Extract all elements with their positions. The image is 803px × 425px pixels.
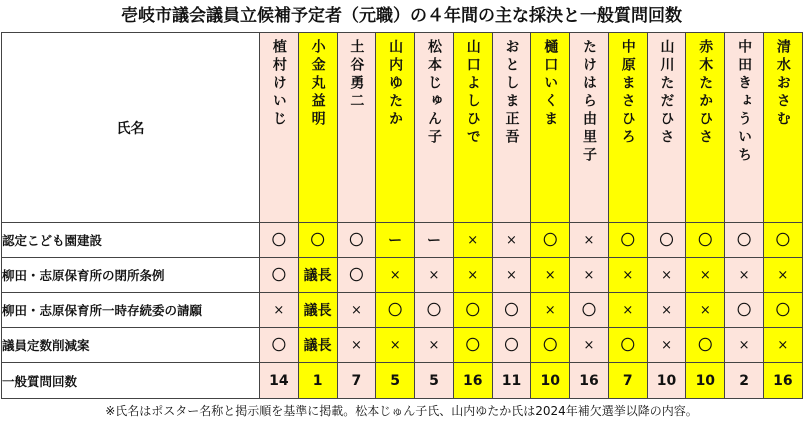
vote-cell: × bbox=[686, 293, 725, 328]
vote-cell: 〇 bbox=[725, 223, 764, 258]
vote-cell: 7 bbox=[337, 363, 376, 399]
candidate-name-header bbox=[763, 33, 802, 223]
table-row bbox=[2, 328, 803, 363]
vote-cell: 10 bbox=[686, 363, 725, 399]
candidate-name-header bbox=[531, 33, 570, 223]
candidate-name: 赤木たかひさ bbox=[697, 39, 714, 147]
candidate-name-header bbox=[686, 33, 725, 223]
candidate-name-header bbox=[298, 33, 337, 223]
candidate-name: 山内ゆたか bbox=[387, 39, 404, 129]
candidate-name: 中原まさひろ bbox=[619, 39, 636, 147]
vote-cell: 議長 bbox=[298, 258, 337, 293]
candidate-name-header bbox=[337, 33, 376, 223]
vote-cell: 〇 bbox=[570, 293, 609, 328]
name-header: 氏名 bbox=[2, 33, 260, 223]
candidate-name-header bbox=[608, 33, 647, 223]
candidate-name: 樋口いくま bbox=[542, 39, 559, 129]
header-row bbox=[2, 33, 803, 223]
vote-cell: × bbox=[570, 223, 609, 258]
row-label: 認定こども園建設 bbox=[2, 223, 260, 258]
vote-cell: × bbox=[337, 328, 376, 363]
vote-cell: 〇 bbox=[686, 223, 725, 258]
vote-cell: 10 bbox=[647, 363, 686, 399]
vote-cell: 2 bbox=[725, 363, 764, 399]
vote-cell: ー bbox=[415, 223, 454, 258]
vote-cell: 〇 bbox=[608, 328, 647, 363]
candidate-name-header bbox=[492, 33, 531, 223]
vote-cell: 〇 bbox=[298, 223, 337, 258]
vote-cell: 5 bbox=[415, 363, 454, 399]
vote-cell: 〇 bbox=[415, 293, 454, 328]
candidate-name: たけはら由里子 bbox=[581, 39, 597, 165]
vote-cell: × bbox=[570, 258, 609, 293]
vote-cell: × bbox=[763, 258, 802, 293]
vote-cell: 〇 bbox=[337, 223, 376, 258]
candidate-name-header bbox=[376, 33, 415, 223]
row-label: 柳田・志原保育所一時存続委の請願 bbox=[2, 293, 260, 328]
vote-cell: 16 bbox=[453, 363, 492, 399]
vote-cell: × bbox=[531, 293, 570, 328]
vote-cell: 〇 bbox=[763, 223, 802, 258]
vote-cell: 1 bbox=[298, 363, 337, 399]
candidate-name-header bbox=[453, 33, 492, 223]
vote-cell: × bbox=[453, 223, 492, 258]
vote-cell: × bbox=[492, 223, 531, 258]
vote-cell: 〇 bbox=[531, 223, 570, 258]
candidate-name-header bbox=[260, 33, 299, 223]
vote-cell: 〇 bbox=[260, 223, 299, 258]
vote-cell: 〇 bbox=[763, 293, 802, 328]
vote-cell: 〇 bbox=[725, 293, 764, 328]
vote-cell: 〇 bbox=[453, 293, 492, 328]
vote-cell: × bbox=[647, 293, 686, 328]
vote-cell: × bbox=[763, 328, 802, 363]
vote-cell: 〇 bbox=[376, 293, 415, 328]
vote-cell: 〇 bbox=[260, 328, 299, 363]
table-row bbox=[2, 223, 803, 258]
candidate-name: 土谷勇二 bbox=[348, 39, 365, 111]
vote-cell: × bbox=[415, 328, 454, 363]
vote-cell: 16 bbox=[570, 363, 609, 399]
vote-cell: 7 bbox=[608, 363, 647, 399]
vote-cell: 〇 bbox=[337, 258, 376, 293]
vote-cell: 5 bbox=[376, 363, 415, 399]
candidate-name: 松本じゅん子 bbox=[425, 39, 442, 147]
vote-cell: × bbox=[337, 293, 376, 328]
vote-cell: 〇 bbox=[260, 258, 299, 293]
vote-cell: 〇 bbox=[492, 328, 531, 363]
vote-cell: 16 bbox=[763, 363, 802, 399]
vote-cell: × bbox=[570, 328, 609, 363]
candidate-name: 山口よしひで bbox=[464, 39, 481, 147]
candidate-name: 小金丸益明 bbox=[309, 39, 326, 129]
vote-cell: × bbox=[453, 258, 492, 293]
vote-cell: × bbox=[647, 258, 686, 293]
vote-table bbox=[1, 32, 803, 399]
candidate-name: 清水おさむ bbox=[774, 39, 791, 129]
vote-cell: 〇 bbox=[647, 223, 686, 258]
vote-cell: × bbox=[376, 328, 415, 363]
vote-cell: 〇 bbox=[608, 223, 647, 258]
vote-cell: 〇 bbox=[531, 328, 570, 363]
candidate-name-header bbox=[570, 33, 609, 223]
candidate-name: 中田きょういち bbox=[736, 39, 753, 165]
candidate-name: おとしま正吾 bbox=[503, 39, 520, 147]
vote-cell: × bbox=[608, 258, 647, 293]
row-label: 議員定数削減案 bbox=[2, 328, 260, 363]
vote-cell: 議長 bbox=[298, 293, 337, 328]
vote-cell: 〇 bbox=[453, 328, 492, 363]
vote-cell: × bbox=[725, 258, 764, 293]
vote-cell: × bbox=[415, 258, 454, 293]
vote-cell: ー bbox=[376, 223, 415, 258]
vote-cell: 11 bbox=[492, 363, 531, 399]
vote-cell: 14 bbox=[260, 363, 299, 399]
vote-cell: × bbox=[647, 328, 686, 363]
table-row bbox=[2, 258, 803, 293]
candidate-name-header bbox=[415, 33, 454, 223]
vote-cell: × bbox=[260, 293, 299, 328]
candidate-name-header bbox=[647, 33, 686, 223]
vote-cell: × bbox=[376, 258, 415, 293]
vote-cell: 〇 bbox=[686, 328, 725, 363]
candidate-name: 山川ただひさ bbox=[658, 39, 675, 147]
vote-cell: × bbox=[492, 258, 531, 293]
vote-cell: × bbox=[531, 258, 570, 293]
candidate-name-header bbox=[725, 33, 764, 223]
vote-cell: × bbox=[686, 258, 725, 293]
vote-cell: 議長 bbox=[298, 328, 337, 363]
vote-cell: 10 bbox=[531, 363, 570, 399]
vote-cell: × bbox=[725, 328, 764, 363]
table-row bbox=[2, 293, 803, 328]
row-label: 柳田・志原保育所の閉所条例 bbox=[2, 258, 260, 293]
footnote: ※氏名はポスター名称と掲示順を基準に掲載。松本じゅん子氏、山内ゆたか氏は2024年補欠選挙以降の内容。 bbox=[105, 404, 698, 418]
page-title: 壱岐市議会議員立候補予定者（元職）の４年間の主な採決と一般質問回数 bbox=[121, 6, 682, 26]
candidate-name: 植村けいじ bbox=[270, 39, 287, 129]
table-row bbox=[2, 363, 803, 399]
row-label: 一般質問回数 bbox=[2, 363, 260, 399]
vote-cell: × bbox=[608, 293, 647, 328]
vote-cell: 〇 bbox=[492, 293, 531, 328]
